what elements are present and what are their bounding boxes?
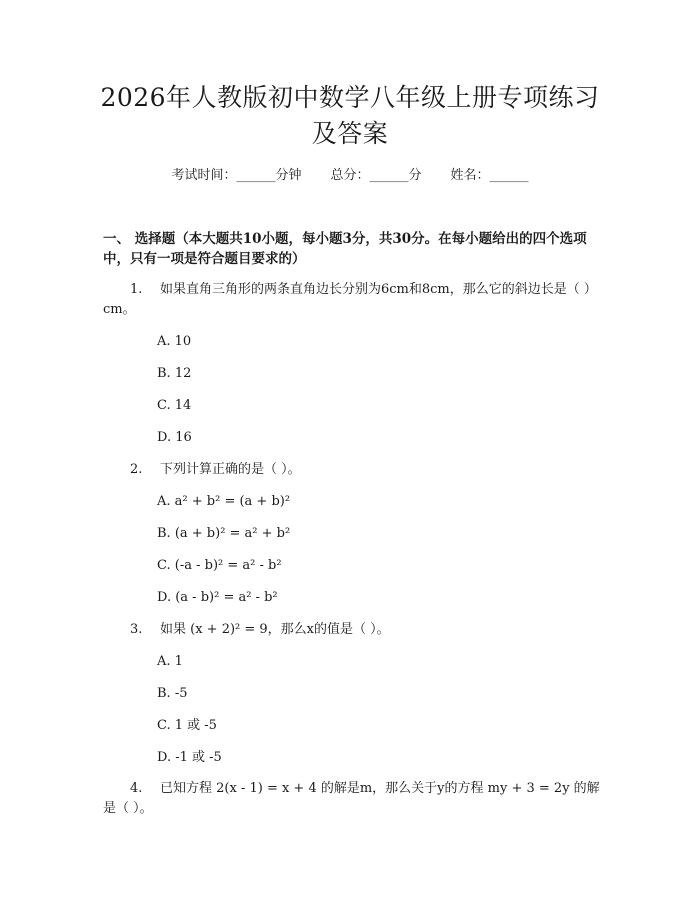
- question-3-option-c: C. 1 或 -5: [157, 718, 217, 733]
- exam-time-field: 考试时间：______分钟: [171, 168, 302, 183]
- question-1-number: 1.: [130, 282, 143, 297]
- total-score-field: 总分：______分: [330, 168, 422, 183]
- question-1-option-d: D. 16: [157, 430, 192, 445]
- question-2-option-c: C. (-a - b)² = a² - b²: [157, 558, 282, 573]
- question-3-option-d: D. -1 或 -5: [157, 750, 222, 765]
- question-2-text: 下列计算正确的是（ ）。: [160, 462, 301, 477]
- student-name-field: 姓名：______: [450, 168, 529, 183]
- question-3-option-a: A. 1: [157, 654, 183, 669]
- question-3-number: 3.: [130, 622, 143, 637]
- question-2-option-d: D. (a - b)² = a² - b²: [157, 590, 278, 605]
- question-3-option-b: B. -5: [157, 686, 188, 701]
- question-1-option-b: B. 12: [157, 366, 192, 381]
- question-2-option-a: A. a² + b² = (a + b)²: [157, 494, 291, 509]
- question-2-option-b: B. (a + b)² = a² + b²: [157, 526, 291, 541]
- section-heading-multiple-choice: 一、 选择题（本大题共10小题，每小题3分，共30分。在每小题给出的四个选项中，只有一项是符合题目要求的）: [103, 231, 587, 267]
- question-2-number: 2.: [130, 462, 143, 477]
- question-1-option-a: A. 10: [157, 334, 192, 349]
- question-4-number: 4.: [130, 781, 143, 796]
- question-3-text: 如果 (x + 2)² = 9，那么x的值是（ ）。: [160, 622, 390, 637]
- question-1-option-c: C. 14: [157, 398, 192, 413]
- question-4-text: 已知方程 2(x - 1) = x + 4 的解是m，那么关于y的方程 my + 3 = 2y 的解是（ ）。: [103, 781, 600, 816]
- question-1-text: 如果直角三角形的两条直角边长分别为6cm和8cm，那么它的斜边长是（ ）cm。: [103, 282, 597, 317]
- document-title: 2026年人教版初中数学八年级上册专项练习及答案: [100, 83, 600, 148]
- exam-info-line: [0, 166, 700, 186]
